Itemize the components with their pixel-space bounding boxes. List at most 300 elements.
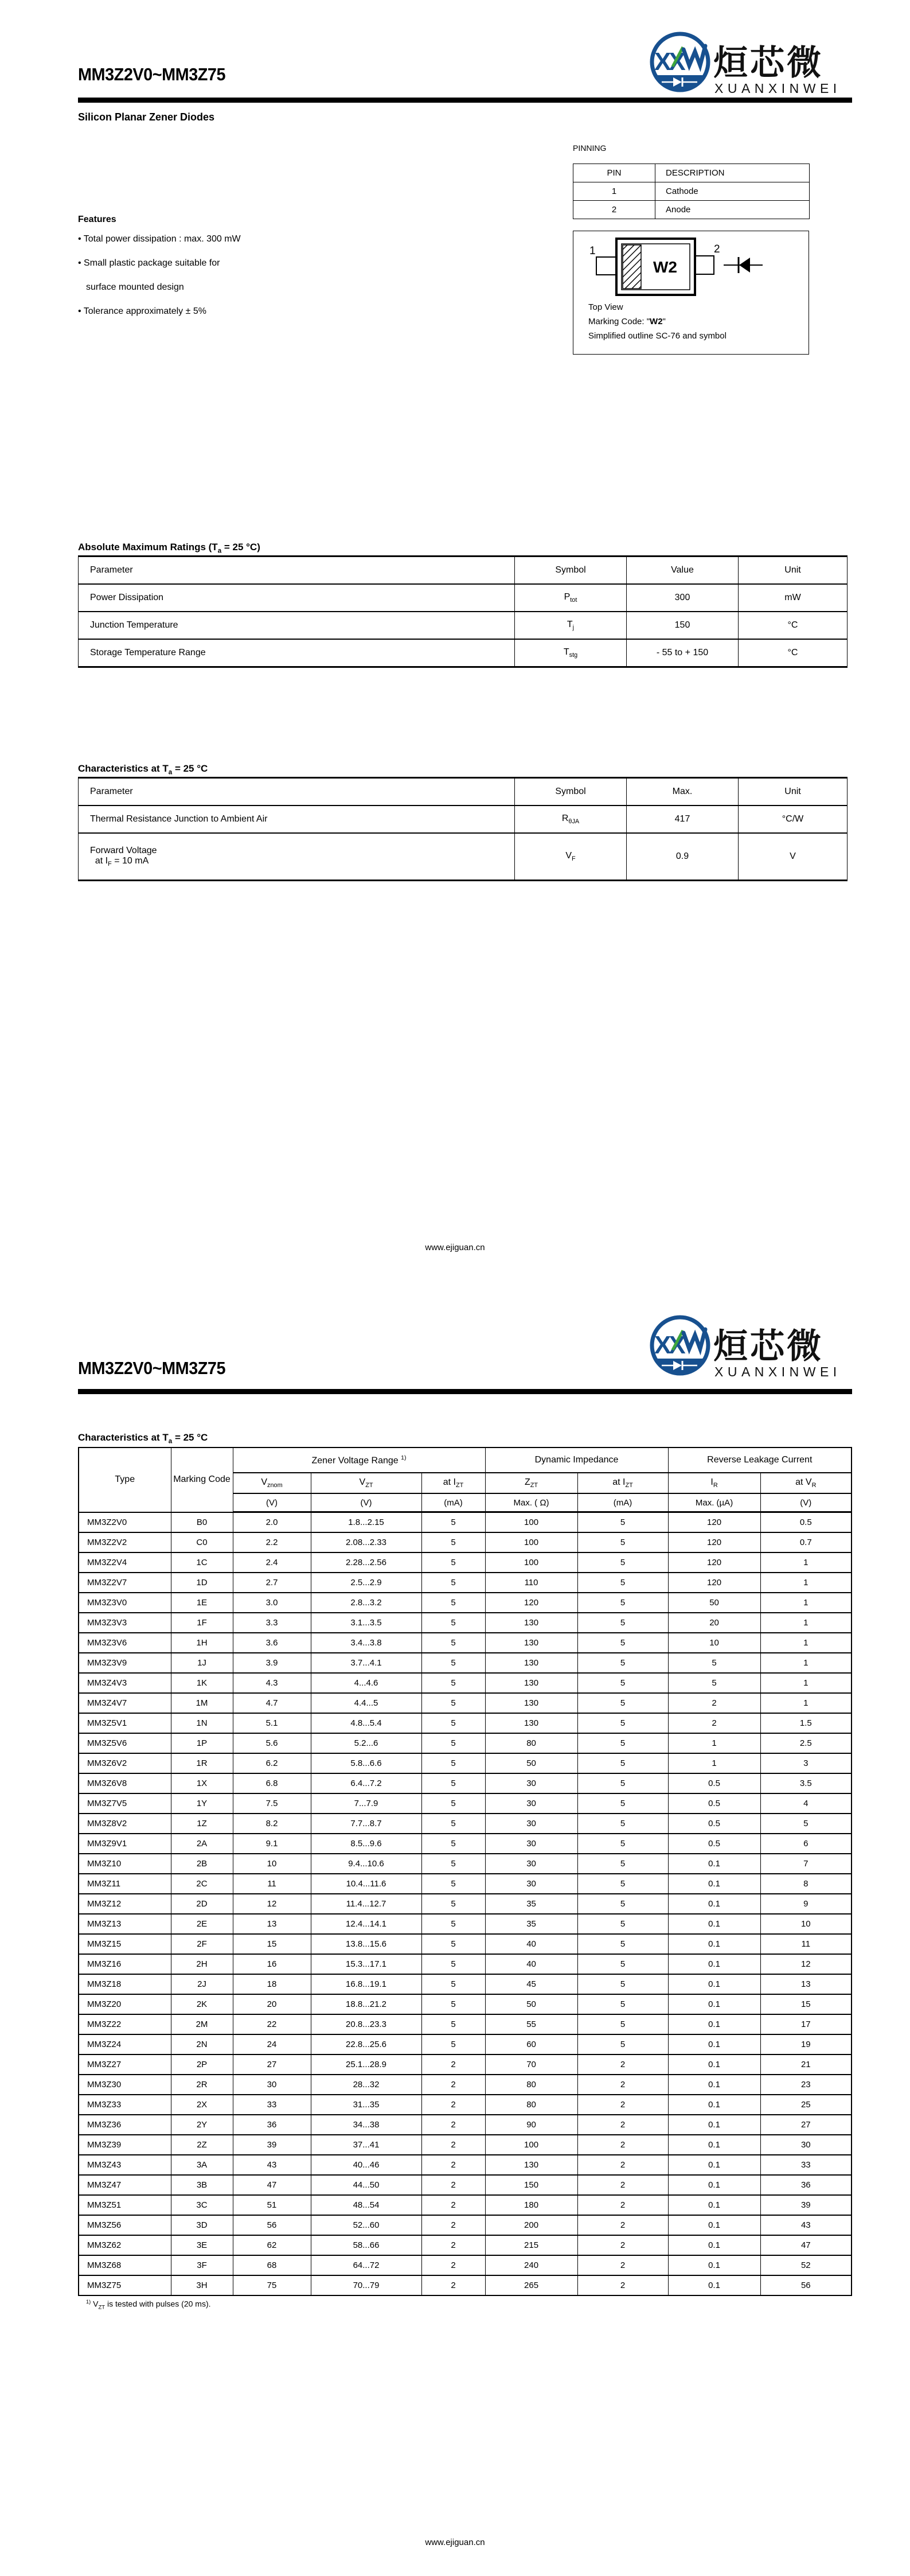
table-cell: 100: [485, 1512, 577, 1533]
absmax-heading: Absolute Maximum Ratings ($T_a = 25$ °C): [78, 542, 260, 555]
pin2-label: 2: [714, 243, 720, 255]
table-cell: MM3Z33: [79, 2095, 171, 2115]
table-cell: 0.1: [668, 2014, 760, 2034]
table-cell: Cathode: [655, 182, 810, 201]
table-cell: 0.1: [668, 2115, 760, 2135]
table-cell: 2H: [171, 1954, 233, 1974]
table-cell: 2D: [171, 1894, 233, 1914]
table-cell: 25.1...28.9: [311, 2054, 421, 2075]
table-cell: 120: [668, 1532, 760, 1552]
table-cell: 5: [421, 1954, 485, 1974]
logo-cn-text: 烜芯微: [713, 1327, 823, 1365]
table-cell: 0.1: [668, 2095, 760, 2115]
table-cell: 80: [485, 1733, 577, 1753]
table-row: [79, 639, 847, 667]
table-cell: 2: [421, 2115, 485, 2135]
table-cell: MM3Z4V7: [79, 1693, 171, 1713]
table-cell: 4.7: [233, 1693, 311, 1713]
table-cell: MM3Z30: [79, 2075, 171, 2095]
header-row: [79, 778, 847, 806]
table-cell: 9.4...10.6: [311, 1854, 421, 1874]
table-cell: 12: [760, 1954, 852, 1974]
table-cell: 200: [485, 2215, 577, 2235]
table-row: [79, 2135, 852, 2155]
column-header: DESCRIPTION: [655, 164, 810, 182]
table-cell: MM3Z3V0: [79, 1593, 171, 1613]
table-cell: 5: [577, 1914, 668, 1934]
char2-table: [78, 1447, 852, 2296]
table-cell: 1R: [171, 1753, 233, 1773]
table-cell: 5: [577, 1773, 668, 1793]
package-caption-line: Top View: [588, 302, 623, 312]
table-cell: 51: [233, 2195, 311, 2215]
table-cell: 1Z: [171, 1814, 233, 1834]
table-cell: 68: [233, 2255, 311, 2275]
table-cell: 70...79: [311, 2275, 421, 2295]
table-cell: 4.3: [233, 1673, 311, 1693]
table-cell: MM3Z4V3: [79, 1673, 171, 1693]
table-cell: 55: [485, 2014, 577, 2034]
table-row: [79, 1713, 852, 1733]
table-cell: 0.1: [668, 1854, 760, 1874]
table-cell: 13: [760, 1974, 852, 1994]
table-cell: 15: [233, 1934, 311, 1954]
table-row: [79, 1653, 852, 1673]
table-cell: 5: [421, 1934, 485, 1954]
table-cell: 58...66: [311, 2235, 421, 2255]
table-cell: 5: [421, 1994, 485, 2014]
table-cell: 130: [485, 1673, 577, 1693]
table-cell: 0.1: [668, 2215, 760, 2235]
table-row: [79, 1814, 852, 1834]
table-cell: 1: [760, 1593, 852, 1613]
table-cell: 5: [421, 1713, 485, 1733]
table-cell: 5: [577, 1552, 668, 1573]
table-cell: $T_{stg}$: [515, 639, 627, 667]
marking-code: W2: [653, 258, 677, 276]
table-cell: 5: [577, 2034, 668, 2054]
table-cell: 5: [577, 1633, 668, 1653]
char2-section: [78, 1447, 851, 2310]
table-cell: 20: [668, 1613, 760, 1633]
table-cell: MM3Z2V4: [79, 1552, 171, 1573]
table-cell: 1X: [171, 1773, 233, 1793]
table-row: [79, 1552, 852, 1573]
table-cell: 5: [421, 1814, 485, 1834]
table-cell: 70: [485, 2054, 577, 2075]
table-cell: 5: [577, 1894, 668, 1914]
table-cell: 10.4...11.6: [311, 1874, 421, 1894]
page-title: MM3Z2V0~MM3Z75: [78, 64, 226, 84]
table-cell: 43: [760, 2215, 852, 2235]
table-cell: 0.1: [668, 2034, 760, 2054]
column-header: $I_R$: [668, 1473, 760, 1493]
table-cell: 12.4...14.1: [311, 1914, 421, 1934]
table-cell: 1: [668, 1753, 760, 1773]
table-cell: 4...4.6: [311, 1673, 421, 1693]
table-cell: 0.1: [668, 2235, 760, 2255]
table-cell: 30: [485, 1773, 577, 1793]
package-diagram: [573, 231, 809, 355]
table-row: [79, 2115, 852, 2135]
table-cell: 27: [233, 2054, 311, 2075]
table-cell: °C: [739, 612, 847, 639]
table-cell: MM3Z39: [79, 2135, 171, 2155]
table-cell: 1: [760, 1613, 852, 1633]
table-cell: 1: [760, 1573, 852, 1593]
table-row: [79, 1733, 852, 1753]
table-row: [79, 1613, 852, 1633]
column-group-header: Dynamic Impedance: [485, 1447, 668, 1473]
table-cell: 5: [577, 1854, 668, 1874]
feature-line: • Total power dissipation : max. 300 mW: [78, 234, 241, 244]
table-cell: 5: [577, 1753, 668, 1773]
brand-logo: [647, 1312, 869, 1381]
table-footnote: $^{1)}$ $V_{ZT}$ is tested with pulses (20 ms).: [86, 2299, 211, 2311]
table-cell: 2P: [171, 2054, 233, 2075]
table-cell: 0.1: [668, 2195, 760, 2215]
table-cell: 1.8...2.15: [311, 1512, 421, 1533]
table-row: [79, 2034, 852, 2054]
table-cell: 5: [421, 1532, 485, 1552]
table-cell: 1.5: [760, 1713, 852, 1733]
column-header: Parameter: [79, 778, 515, 806]
table-row: [79, 1954, 852, 1974]
table-cell: 0.1: [668, 2135, 760, 2155]
table-cell: 2: [421, 2215, 485, 2235]
table-cell: 11: [233, 1874, 311, 1894]
table-cell: 34...38: [311, 2115, 421, 2135]
table-cell: 50: [485, 1753, 577, 1773]
table-cell: 1: [760, 1653, 852, 1673]
table-cell: $P_{tot}$: [515, 584, 627, 612]
table-cell: 60: [485, 2034, 577, 2054]
table-cell: 0.1: [668, 2275, 760, 2295]
table-cell: 2: [577, 2095, 668, 2115]
table-cell: 64...72: [311, 2255, 421, 2275]
table-cell: 5: [577, 1974, 668, 1994]
table-row: [79, 2215, 852, 2235]
table-row: [79, 1974, 852, 1994]
header-rule: [78, 98, 852, 103]
table-cell: 5: [421, 1693, 485, 1713]
table-cell: 56: [760, 2275, 852, 2295]
table-row: [79, 1573, 852, 1593]
column-group-header: Marking Code: [171, 1447, 233, 1512]
table-row: [79, 2275, 852, 2295]
table-cell: 2: [421, 2095, 485, 2115]
table-cell: 110: [485, 1573, 577, 1593]
table-cell: 0.1: [668, 1954, 760, 1974]
table-cell: 17: [760, 2014, 852, 2034]
table-cell: 2: [577, 2135, 668, 2155]
table-cell: 8: [760, 1874, 852, 1894]
column-header: $V_{ZT}$: [311, 1473, 421, 1493]
table-cell: 30: [485, 1854, 577, 1874]
table-cell: 0.5: [668, 1814, 760, 1834]
header-row: [79, 557, 847, 585]
table-cell: 215: [485, 2235, 577, 2255]
pinning-heading: PINNING: [573, 143, 607, 153]
table-cell: 2B: [171, 1854, 233, 1874]
table-cell: 2.28...2.56: [311, 1552, 421, 1573]
column-header: $V_{znom}$: [233, 1473, 311, 1493]
table-cell: 5: [421, 1874, 485, 1894]
table-cell: 2C: [171, 1874, 233, 1894]
char1-heading: Characteristics at $T_a = 25$ °C: [78, 763, 208, 776]
logo-mark-icon: [647, 1312, 869, 1381]
table-cell: 16.8...19.1: [311, 1974, 421, 1994]
table-cell: 18.8...21.2: [311, 1994, 421, 2014]
table-cell: 52...60: [311, 2215, 421, 2235]
table-cell: MM3Z22: [79, 2014, 171, 2034]
table-cell: 5: [421, 1914, 485, 1934]
table-cell: 5: [577, 1593, 668, 1613]
table-cell: 5: [760, 1814, 852, 1834]
table-cell: 2: [577, 2235, 668, 2255]
table-cell: 2.4: [233, 1552, 311, 1573]
table-cell: 130: [485, 2155, 577, 2175]
table-cell: MM3Z10: [79, 1854, 171, 1874]
table-cell: 2.08...2.33: [311, 1532, 421, 1552]
table-cell: 30: [485, 1874, 577, 1894]
table-cell: mW: [739, 584, 847, 612]
table-cell: 23: [760, 2075, 852, 2095]
table-row: [79, 1994, 852, 2014]
table-cell: 3.7...4.1: [311, 1653, 421, 1673]
table-cell: 2Z: [171, 2135, 233, 2155]
table-cell: 0.5: [668, 1793, 760, 1814]
column-header: Parameter: [79, 557, 515, 585]
table-cell: 2: [421, 2195, 485, 2215]
table-cell: 3.4...3.8: [311, 1633, 421, 1653]
column-unit-header: (V): [760, 1493, 852, 1512]
table-cell: 0.5: [760, 1512, 852, 1533]
table-cell: 5: [577, 1834, 668, 1854]
features-section: [78, 215, 491, 330]
table-cell: 2: [577, 2195, 668, 2215]
table-cell: 13.8...15.6: [311, 1934, 421, 1954]
table-cell: 1M: [171, 1693, 233, 1713]
table-row: [79, 1673, 852, 1693]
column-header: at $I_{ZT}$: [577, 1473, 668, 1493]
table-cell: 62: [233, 2235, 311, 2255]
table-cell: 130: [485, 1613, 577, 1633]
table-cell: 8.2: [233, 1814, 311, 1834]
table-cell: MM3Z2V2: [79, 1532, 171, 1552]
page-2: [0, 1288, 910, 2576]
table-row: [79, 2235, 852, 2255]
table-cell: 5: [421, 1854, 485, 1874]
table-cell: 16: [233, 1954, 311, 1974]
table-cell: 7.5: [233, 1793, 311, 1814]
char1-table: [78, 777, 847, 881]
document-subtitle: Silicon Planar Zener Diodes: [78, 111, 215, 123]
table-cell: Anode: [655, 201, 810, 219]
table-cell: 33: [233, 2095, 311, 2115]
table-cell: 1: [760, 1673, 852, 1693]
table-cell: Junction Temperature: [79, 612, 515, 639]
table-cell: 39: [760, 2195, 852, 2215]
table-cell: 21: [760, 2054, 852, 2075]
table-row: [79, 2075, 852, 2095]
table-cell: 3.6: [233, 1633, 311, 1653]
table-cell: 9: [760, 1894, 852, 1914]
table-cell: 3F: [171, 2255, 233, 2275]
table-cell: $T_j$: [515, 612, 627, 639]
table-cell: 2.7: [233, 1573, 311, 1593]
table-row: [79, 1914, 852, 1934]
table-cell: 33: [760, 2155, 852, 2175]
table-cell: 300: [627, 584, 739, 612]
table-cell: 1C: [171, 1552, 233, 1573]
table-cell: 5: [577, 1573, 668, 1593]
table-cell: 56: [233, 2215, 311, 2235]
header-row: [79, 1447, 852, 1473]
table-cell: 1: [760, 1552, 852, 1573]
table-cell: 3D: [171, 2215, 233, 2235]
table-row: [79, 1532, 852, 1552]
table-cell: MM3Z2V7: [79, 1573, 171, 1593]
column-unit-header: (mA): [421, 1493, 485, 1512]
table-cell: 75: [233, 2275, 311, 2295]
table-cell: 3.9: [233, 1653, 311, 1673]
table-cell: 10: [760, 1914, 852, 1934]
table-cell: MM3Z24: [79, 2034, 171, 2054]
table-cell: 5: [577, 1954, 668, 1974]
table-cell: MM3Z56: [79, 2215, 171, 2235]
table-cell: 5: [421, 1773, 485, 1793]
table-row: [79, 1793, 852, 1814]
table-cell: 0.5: [668, 1834, 760, 1854]
feature-line: • Tolerance approximately ± 5%: [78, 306, 206, 316]
features-heading: Features: [78, 215, 116, 224]
table-cell: 44...50: [311, 2175, 421, 2195]
table-cell: Power Dissipation: [79, 584, 515, 612]
table-cell: V: [739, 833, 847, 881]
table-cell: 5: [577, 1733, 668, 1753]
table-cell: 2: [577, 2175, 668, 2195]
table-row: [79, 2095, 852, 2115]
table-cell: 1N: [171, 1713, 233, 1733]
table-row: [79, 806, 847, 833]
table-cell: 2: [577, 2215, 668, 2235]
table-cell: MM3Z5V1: [79, 1713, 171, 1733]
table-row: [79, 1834, 852, 1854]
package-caption-line: Marking Code: "W2": [588, 317, 666, 326]
table-cell: 5: [421, 2014, 485, 2034]
table-cell: 90: [485, 2115, 577, 2135]
table-cell: B0: [171, 1512, 233, 1533]
table-cell: 5: [421, 1512, 485, 1533]
table-cell: 5: [421, 1753, 485, 1773]
table-cell: 3H: [171, 2275, 233, 2295]
pin1-lead: [596, 257, 616, 275]
table-cell: 5: [421, 1673, 485, 1693]
logo-monogram-xx: XX: [654, 1331, 684, 1359]
column-unit-header: (mA): [577, 1493, 668, 1512]
table-cell: 2Y: [171, 2115, 233, 2135]
table-cell: 120: [668, 1573, 760, 1593]
table-cell: 5: [421, 1894, 485, 1914]
table-cell: 80: [485, 2095, 577, 2115]
table-cell: 5: [577, 1793, 668, 1814]
table-cell: 2.8...3.2: [311, 1593, 421, 1613]
table-cell: MM3Z13: [79, 1914, 171, 1934]
table-cell: 5: [577, 1693, 668, 1713]
table-cell: 0.1: [668, 2255, 760, 2275]
absmax-table: [78, 555, 847, 668]
column-unit-header: (V): [233, 1493, 311, 1512]
table-cell: 24: [233, 2034, 311, 2054]
table-cell: 20.8...23.3: [311, 2014, 421, 2034]
table-cell: 2.5...2.9: [311, 1573, 421, 1593]
table-cell: 48...54: [311, 2195, 421, 2215]
pin2-lead: [695, 256, 714, 274]
table-cell: 25: [760, 2095, 852, 2115]
table-cell: 0.9: [627, 833, 739, 881]
table-cell: 150: [485, 2175, 577, 2195]
table-cell: 1J: [171, 1653, 233, 1673]
table-cell: 5: [421, 1793, 485, 1814]
table-cell: 100: [485, 1552, 577, 1573]
feature-line: • Small plastic package suitable for: [78, 258, 220, 268]
table-cell: 18: [233, 1974, 311, 1994]
table-cell: $V_F$: [515, 833, 627, 881]
table-cell: 130: [485, 1713, 577, 1733]
table-cell: MM3Z15: [79, 1934, 171, 1954]
table-cell: 47: [760, 2235, 852, 2255]
table-cell: 5: [668, 1653, 760, 1673]
table-cell: 0.1: [668, 1894, 760, 1914]
table-cell: 0.1: [668, 1874, 760, 1894]
table-cell: Forward Voltage at $I_F = 10$ mA: [79, 833, 515, 881]
column-unit-header: Max. ( Ω): [485, 1493, 577, 1512]
table-cell: MM3Z20: [79, 1994, 171, 2014]
table-cell: 5: [421, 1834, 485, 1854]
table-cell: 11.4...12.7: [311, 1894, 421, 1914]
table-cell: 1E: [171, 1593, 233, 1613]
table-row: [573, 182, 810, 201]
package-outline-icon: [573, 231, 809, 299]
table-cell: 6.8: [233, 1773, 311, 1793]
table-cell: 7...7.9: [311, 1793, 421, 1814]
table-cell: 5.2...6: [311, 1733, 421, 1753]
table-cell: 5: [421, 1974, 485, 1994]
table-cell: 3: [760, 1753, 852, 1773]
table-cell: 5: [577, 1512, 668, 1533]
table-cell: MM3Z5V6: [79, 1733, 171, 1753]
table-cell: 2E: [171, 1914, 233, 1934]
table-cell: 2: [421, 2054, 485, 2075]
table-cell: 27: [760, 2115, 852, 2135]
table-cell: 5: [421, 1593, 485, 1613]
table-cell: 3.5: [760, 1773, 852, 1793]
table-row: [79, 2014, 852, 2034]
table-cell: 20: [233, 1994, 311, 2014]
table-cell: 1Y: [171, 1793, 233, 1814]
table-cell: 5: [421, 1633, 485, 1653]
table-cell: 2: [421, 2275, 485, 2295]
table-cell: Thermal Resistance Junction to Ambient Air: [79, 806, 515, 833]
table-cell: 2R: [171, 2075, 233, 2095]
table-cell: 5: [421, 2034, 485, 2054]
table-cell: 2.2: [233, 1532, 311, 1552]
column-header: Unit: [739, 778, 847, 806]
logo-mark-icon: [647, 29, 869, 98]
table-cell: MM3Z43: [79, 2155, 171, 2175]
table-cell: 5: [577, 1814, 668, 1834]
